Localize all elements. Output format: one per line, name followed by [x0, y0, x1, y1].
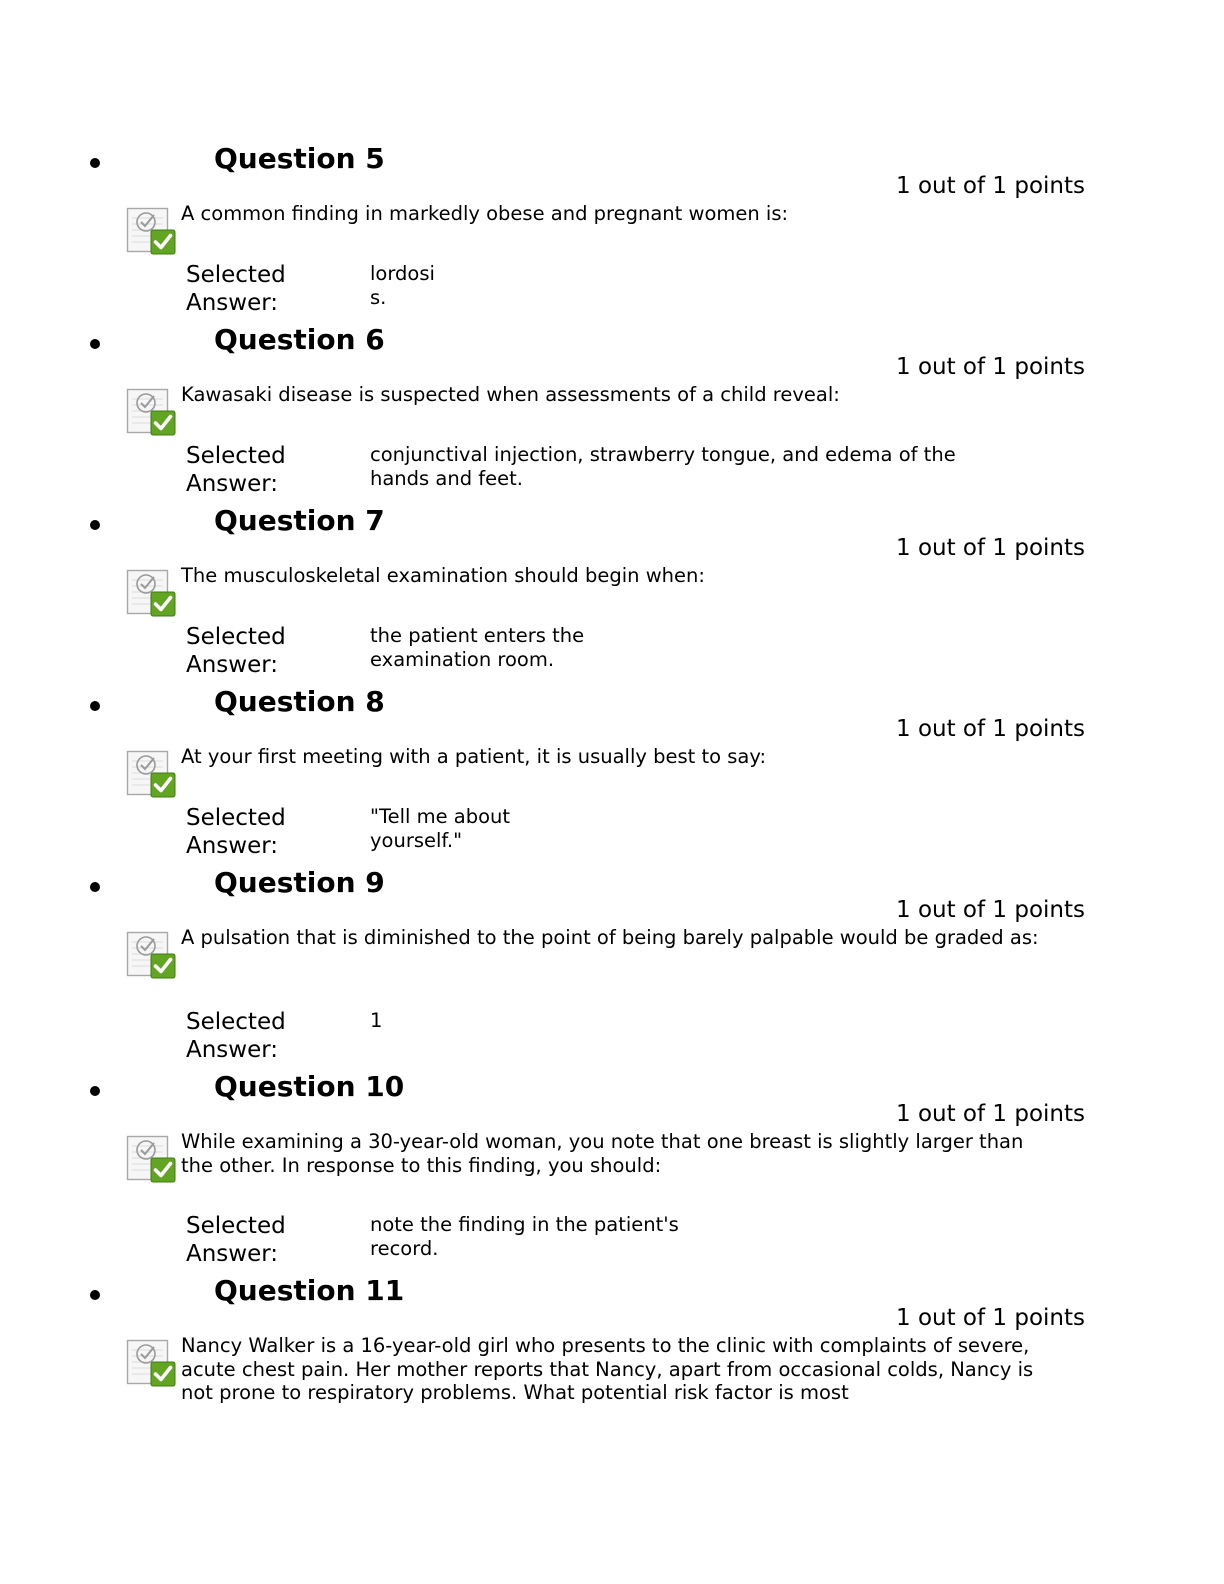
question-points: 1 out of 1 points — [896, 354, 1085, 380]
question-points: 1 out of 1 points — [896, 897, 1085, 923]
question-text: While examining a 30-year-old woman, you note that one breast is slightly larger than the other. In response to this finding, you should: — [181, 1130, 1024, 1177]
question-title: Question 8 — [214, 685, 385, 718]
list-bullet — [90, 701, 100, 711]
question-points: 1 out of 1 points — [896, 716, 1085, 742]
selected-answer-value: conjunctival injection, strawberry tongue, and edema of the hands and feet. — [370, 443, 956, 490]
correct-check-icon — [126, 748, 176, 798]
selected-answer-label: Selected Answer: — [186, 443, 286, 497]
question-text: Nancy Walker is a 16-year-old girl who presents to the clinic with complaints of severe, acute chest pain. Her mother reports that Nancy, apart from occasional colds, Nancy is not prone to respiratory problems. What potential risk factor is most — [181, 1334, 1034, 1404]
question-text: At your first meeting with a patient, it is usually best to say: — [181, 745, 767, 768]
question-points: 1 out of 1 points — [896, 173, 1085, 199]
selected-answer-label: Selected Answer: — [186, 1009, 286, 1063]
correct-check-icon — [126, 1337, 176, 1387]
selected-answer-label: Selected Answer: — [186, 262, 286, 316]
list-bullet — [90, 339, 100, 349]
list-bullet — [90, 1290, 100, 1300]
selected-answer-label: Selected Answer: — [186, 624, 286, 678]
question-text: A pulsation that is diminished to the point of being barely palpable would be graded as: — [181, 926, 1039, 949]
list-bullet — [90, 1086, 100, 1096]
selected-answer-label: Selected Answer: — [186, 1213, 286, 1267]
question-title: Question 11 — [214, 1274, 405, 1307]
question-points: 1 out of 1 points — [896, 1305, 1085, 1331]
question-text: The musculoskeletal examination should begin when: — [181, 564, 705, 587]
list-bullet — [90, 882, 100, 892]
question-title: Question 10 — [214, 1070, 405, 1103]
selected-answer-value: lordosis. — [370, 262, 435, 309]
selected-answer-value: note the finding in the patient's record. — [370, 1213, 679, 1260]
selected-answer-value: the patient enters the examination room. — [370, 624, 585, 671]
question-points: 1 out of 1 points — [896, 535, 1085, 561]
question-points: 1 out of 1 points — [896, 1101, 1085, 1127]
correct-check-icon — [126, 567, 176, 617]
correct-check-icon — [126, 929, 176, 979]
question-text: A common finding in markedly obese and pregnant women is: — [181, 202, 789, 225]
list-bullet — [90, 158, 100, 168]
selected-answer-label: Selected Answer: — [186, 805, 286, 859]
selected-answer-value: 1 — [370, 1009, 383, 1032]
correct-check-icon — [126, 205, 176, 255]
question-title: Question 6 — [214, 323, 385, 356]
question-title: Question 5 — [214, 142, 385, 175]
correct-check-icon — [126, 1133, 176, 1183]
selected-answer-value: "Tell me about yourself." — [370, 805, 511, 852]
question-title: Question 9 — [214, 866, 385, 899]
question-title: Question 7 — [214, 504, 385, 537]
list-bullet — [90, 520, 100, 530]
correct-check-icon — [126, 386, 176, 436]
question-text: Kawasaki disease is suspected when assessments of a child reveal: — [181, 383, 840, 406]
